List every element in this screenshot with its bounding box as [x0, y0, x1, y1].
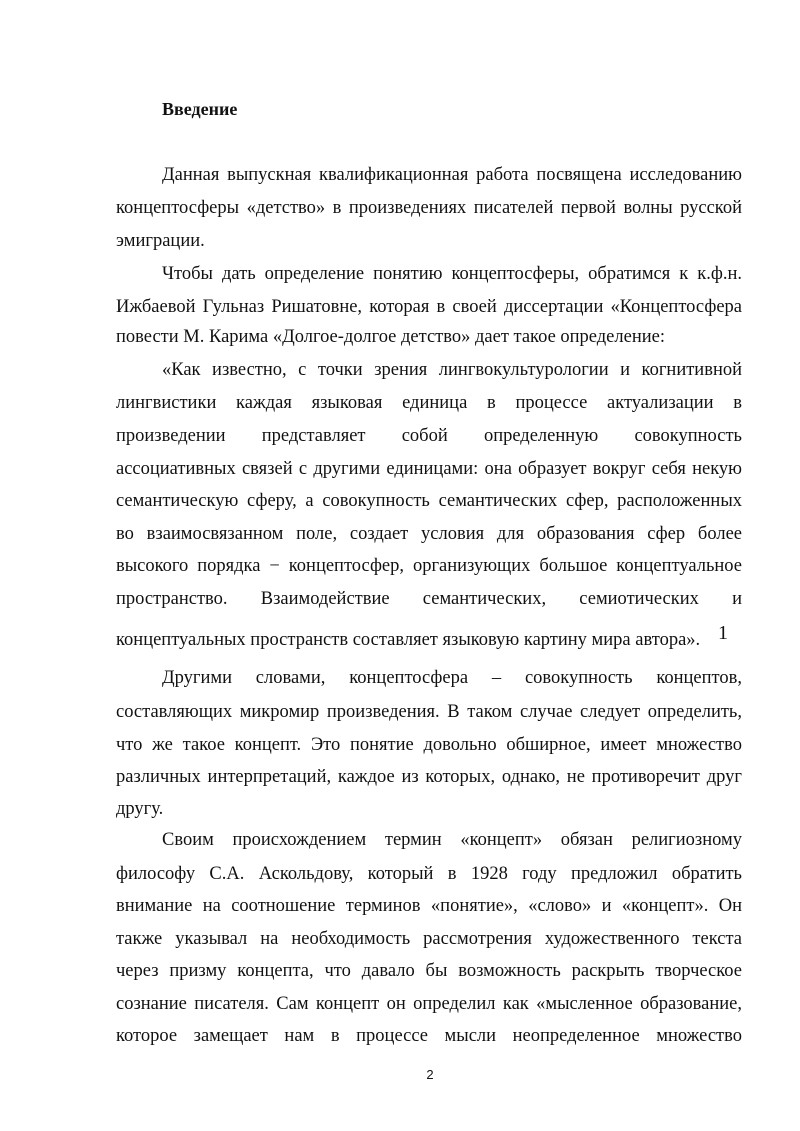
footnote-marker: 1 — [718, 622, 728, 644]
text-line: другу. — [116, 799, 164, 819]
text-line: через призму концепта, что давало бы возможность раскрыть творческое — [116, 961, 742, 981]
quote-line: концептуальных пространств составляет языковую картину мира автора». — [116, 630, 701, 650]
text-line: философу С.А. Аскольдову, который в 1928 году предложил обратить — [116, 864, 742, 884]
text-line: Данная выпускная квалификационная работа посвящена исследованию — [162, 165, 742, 185]
section-heading: Введение — [162, 99, 238, 119]
quote-line: ассоциативных связей с другими единицами: она образует вокруг себя некую — [116, 459, 742, 479]
page-number: 2 — [426, 1067, 434, 1082]
quote-line: во взаимосвязанном поле, создает условия для образования сфер более — [116, 524, 742, 544]
quote-line: «Как известно, с точки зрения лингвокультурологии и когнитивной — [162, 360, 742, 380]
quote-line: лингвистики каждая языковая единица в процессе актуализации в — [116, 393, 742, 413]
text-line: составляющих микромир произведения. В таком случае следует определить, — [116, 702, 742, 722]
text-line: также указывал на необходимость рассмотрения художественного текста — [116, 929, 742, 949]
quote-line: высокого порядка − концептосфер, организующих большое концептуальное — [116, 556, 742, 576]
text-line: различных интерпретаций, каждое из которых, однако, не противоречит друг — [116, 767, 742, 787]
text-line: Своим происхождением термин «концепт» обязан религиозному — [162, 830, 742, 850]
text-line: внимание на соотношение терминов «понятие», «слово» и «концепт». Он — [116, 896, 742, 916]
quote-line: семантическую сферу, а совокупность семантических сфер, расположенных — [116, 491, 742, 511]
quote-line: пространство. Взаимодействие семантических, семиотических и — [116, 589, 742, 609]
text-line: которое замещает нам в процессе мысли неопределенное множество — [116, 1026, 742, 1046]
text-line: Другими словами, концептосфера – совокупность концептов, — [162, 668, 742, 688]
text-line: концептосферы «детство» в произведениях писателей первой волны русской — [116, 198, 742, 218]
text-line: повести М. Карима «Долгое-долгое детство» дает такое определение: — [116, 327, 665, 347]
quote-line: произведении представляет собой определенную совокупность — [116, 426, 742, 446]
text-line: Чтобы дать определение понятию концептосферы, обратимся к к.ф.н. — [162, 264, 742, 284]
text-line: что же такое концепт. Это понятие довольно обширное, имеет множество — [116, 735, 742, 755]
text-line: эмиграции. — [116, 231, 205, 251]
text-line: Ижбаевой Гульназ Ришатовне, которая в своей диссертации «Концептосфера — [116, 297, 742, 317]
text-line: сознание писателя. Сам концепт он определил как «мысленное образование, — [116, 994, 742, 1014]
